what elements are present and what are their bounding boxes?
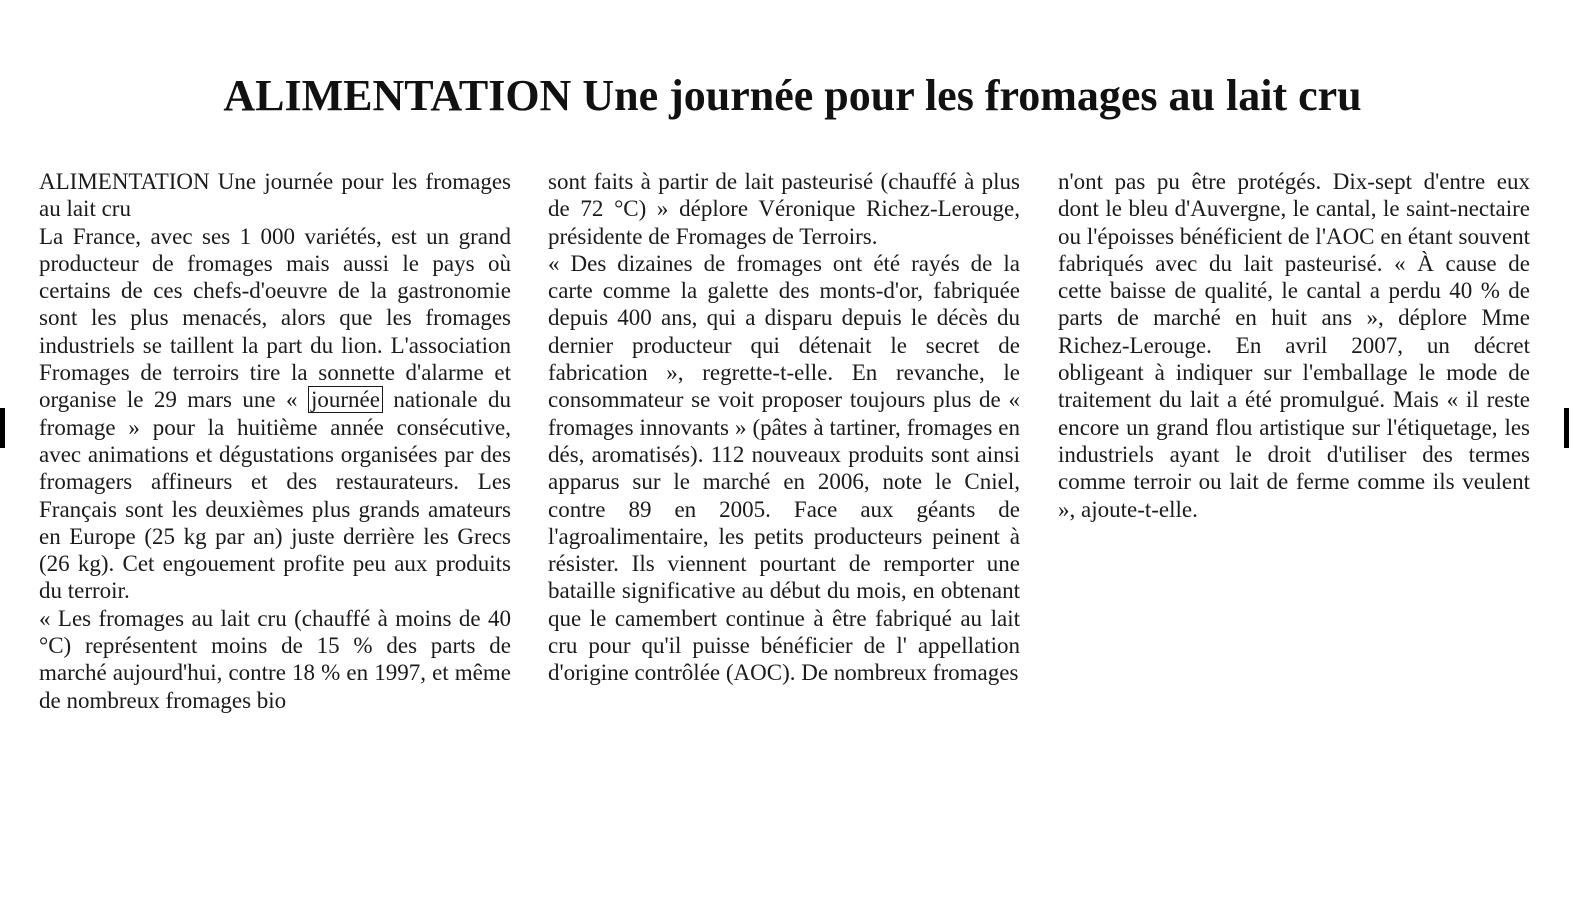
article-headline: ALIMENTATION Une journée pour les fromages au lait cru [223,71,1362,120]
column2-paragraph-2: « Des dizaines de fromages ont été rayés de la carte comme la galette des monts-d'or, fabriquée depuis 400 ans, qui a disparu depuis le décès du dernier producteur qui détenait le secret de fabrication », regrette-t-elle. En revanche, le consommateur se voit proposer toujours plus de « fromages innovants » (pâtes à tartiner, fromages en dés, aromatisés). 112 nouveaux produits sont ainsi apparus sur le marché en 2006, note le Cniel, contre 89 en 2005. Face aux géants de l'agroalimentaire, les petits producteurs peinent à résister. Ils viennent pourtant de remporter une bataille significative au début du mois, en obtenant que le camembert continue à être fabriqué au lait cru pour qu'il puisse bénéficier de l' appellation d'origine contrôlée (AOC). De nombreux fromages [548,250,1020,686]
paragraph-text: nationale du fromage » pour la huitième année consécutive, avec animations et dégustations organisées par des fromagers affineurs et des restaurateurs. Les Français sont les deuxièmes plus grands amateurs en Europe (25 kg par an) juste derrière les Grecs (26 kg). Cet engouement profite peu aux produits du terroir. [39,387,512,604]
right-edge-marker [1564,408,1569,448]
article-column-3 [1058,168,1530,523]
article-column-1 [39,168,511,714]
left-edge-marker [0,408,5,448]
article-column-2 [548,168,1020,687]
column2-paragraph-1: sont faits à partir de lait pasteurisé (chauffé à plus de 72 °C) » déplore Véronique Richez-Lerouge, présidente de Fromages de Terroirs. [548,169,1020,249]
paragraph-text: La France, avec ses 1 000 variétés, est un grand producteur de fromages mais aussi le pays où certains de ces chefs-d'oeuvre de la gastronomie sont les plus menacés, alors que les fromages industriels se taillent la part du lion. L'association Fromages de terroirs tire la sonnette d'alarme et organise le 29 mars une « [39,223,511,413]
column1-paragraph-2 [39,223,511,605]
column1-kicker: ALIMENTATION Une journée pour les fromages au lait cru [39,169,511,222]
column3-paragraph-1: n'ont pas pu être protégés. Dix-sept d'entre eux dont le bleu d'Auvergne, le cantal, le saint-nectaire ou l'époisses bénéficient de l'AOC en étant souvent fabriqués avec du lait pasteurisé. « À cause de cette baisse de qualité, le cantal a perdu 40 % de parts de marché en huit ans », déplore Mme Richez-Lerouge. En avril 2007, un décret obligeant à indiquer sur l'emballage le mode de traitement du lait a été promulgué. Mais « il reste encore un grand flou artistique sur l'étiquetage, les industriels ayant le droit d'utiliser des termes comme terroir ou lait de ferme comme ils veulent », ajoute-t-elle. [1058,169,1530,522]
column1-paragraph-3: « Les fromages au lait cru (chauffé à moins de 40 °C) représentent moins de 15 % des parts de marché aujourd'hui, contre 18 % en 1997, et même de nombreux fromages bio [39,605,511,713]
highlighted-word-box: journée [308,386,383,413]
